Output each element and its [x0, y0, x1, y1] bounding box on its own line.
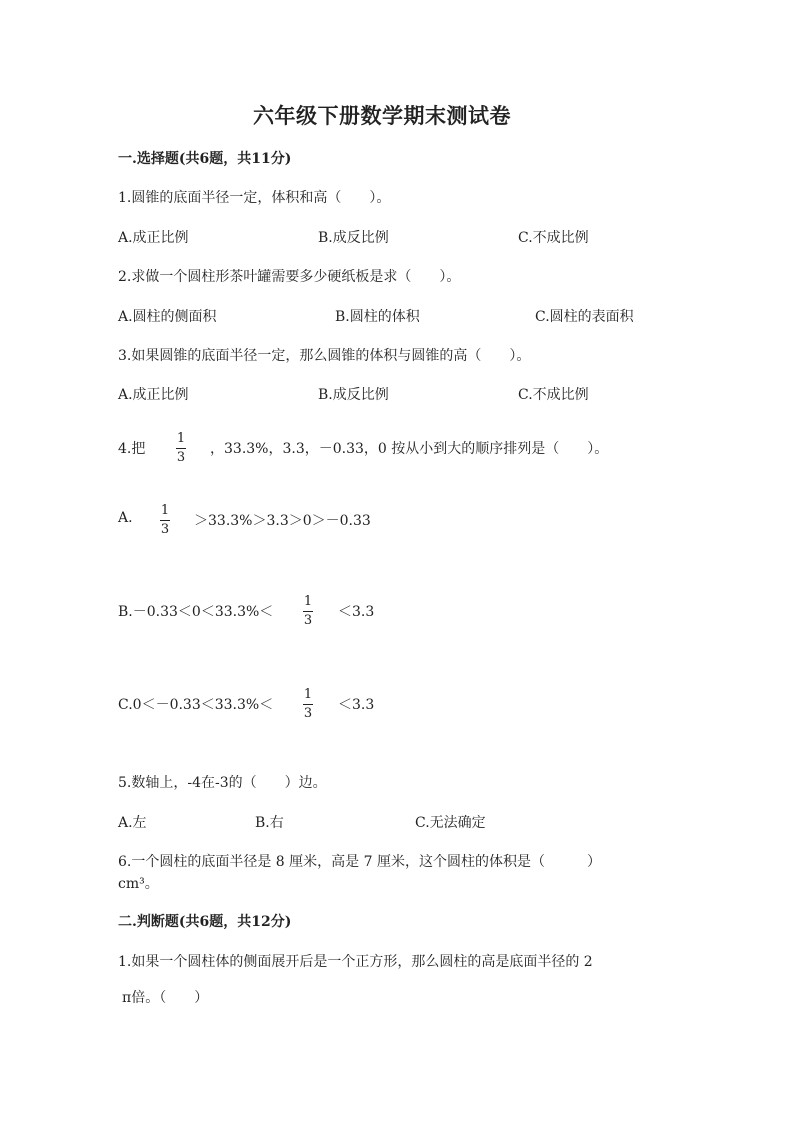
option-a-suffix: ＞33.3%＞3.3＞0＞－0.33	[194, 513, 371, 529]
question-stem: 1.圆锥的底面半径一定，体积和高（ ）。	[118, 190, 391, 206]
option-a: A.左	[118, 815, 147, 831]
fraction-denominator: 3	[303, 613, 313, 628]
option-c: C.圆柱的表面积	[535, 309, 634, 325]
section-heading-choice: 一.选择题(共6题，共11分)	[118, 151, 292, 167]
section-heading-judgement: 二.判断题(共6题，共12分)	[118, 914, 292, 930]
option-b: B.成反比例	[318, 230, 389, 246]
fraction-one-third	[303, 688, 313, 721]
fraction-bar	[303, 704, 313, 705]
question-stem: 1.如果一个圆柱体的侧面展开后是一个正方形，那么圆柱的高是底面半径的 2	[118, 954, 593, 970]
fraction-numerator: 1	[303, 687, 313, 702]
question-stem-suffix: ，33.3%，3.3，－0.33，0 按从小到大的顺序排列是（ ）。	[210, 441, 609, 457]
fraction-denominator: 3	[303, 706, 313, 721]
question-stem: 3.如果圆锥的底面半径一定，那么圆锥的体积与圆锥的高（ ）。	[118, 348, 531, 364]
option-b-prefix: B.－0.33＜0＜33.3%＜	[118, 604, 274, 620]
option-a: A.成正比例	[118, 230, 189, 246]
option-c: C.不成比例	[518, 387, 589, 403]
option-c: C.不成比例	[518, 230, 589, 246]
fraction-numerator: 1	[176, 431, 186, 446]
page-title: 六年级下册数学期末测试卷	[253, 103, 511, 128]
option-c-suffix: ＜3.3	[338, 697, 375, 713]
fraction-bar	[160, 520, 170, 521]
question-stem: 2.求做一个圆柱形茶叶罐需要多少硬纸板是求（ ）。	[118, 269, 461, 285]
fraction-numerator: 1	[160, 503, 170, 518]
option-c-prefix: C.0＜－0.33＜33.3%＜	[118, 697, 274, 713]
question-stem: 6.一个圆柱的底面半径是 8 厘米，高是 7 厘米，这个圆柱的体积是（ ）	[118, 854, 601, 870]
question-stem-continued: cm³。	[118, 876, 159, 892]
fraction-numerator: 1	[303, 594, 313, 609]
fraction-one-third	[160, 504, 170, 537]
option-a: A.圆柱的侧面积	[118, 309, 217, 325]
fraction-bar	[176, 448, 186, 449]
option-a-prefix: A.	[118, 510, 133, 526]
option-a: A.成正比例	[118, 387, 189, 403]
option-b-suffix: ＜3.3	[338, 604, 375, 620]
option-b: B.右	[255, 815, 284, 831]
fraction-denominator: 3	[160, 522, 170, 537]
fraction-one-third	[176, 432, 186, 465]
question-stem-prefix: 4.把	[118, 441, 146, 457]
option-c: C.无法确定	[415, 815, 486, 831]
option-b: B.成反比例	[318, 387, 389, 403]
fraction-denominator: 3	[176, 450, 186, 465]
option-b: B.圆柱的体积	[335, 309, 420, 325]
fraction-one-third	[303, 595, 313, 628]
question-stem-continued: π倍。（ ）	[122, 990, 209, 1006]
fraction-bar	[303, 611, 313, 612]
question-stem: 5.数轴上，-4在-3的（ ）边。	[118, 775, 327, 791]
